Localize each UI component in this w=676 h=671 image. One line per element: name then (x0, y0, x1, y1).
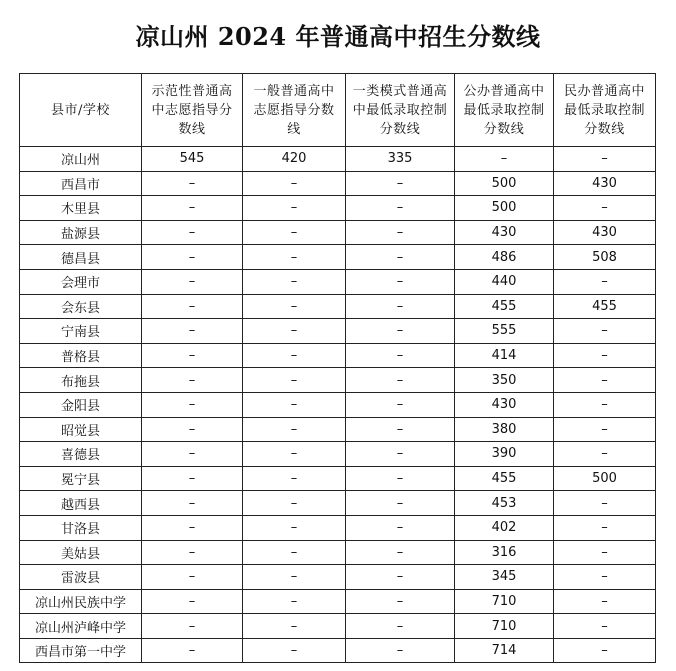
class-one-min-score: – (346, 515, 455, 540)
table-row (20, 614, 656, 639)
private-min-score: – (554, 368, 656, 393)
model-guide-score: – (142, 343, 243, 368)
model-guide-score: – (142, 614, 243, 639)
class-one-min-score: – (346, 466, 455, 491)
header-county-school: 县市/学校 (20, 74, 142, 147)
general-guide-score: – (243, 269, 346, 294)
header-private-min-line: 民办普通高中最低录取控制分数线 (554, 74, 656, 147)
class-one-min-score: – (346, 589, 455, 614)
row-name: 美姑县 (20, 540, 142, 565)
class-one-min-score: – (346, 638, 455, 663)
private-min-score: – (554, 417, 656, 442)
public-min-score: 710 (455, 589, 554, 614)
row-name: 喜德县 (20, 442, 142, 467)
row-name: 布拖县 (20, 368, 142, 393)
model-guide-score: – (142, 269, 243, 294)
private-min-score: – (554, 614, 656, 639)
row-name: 西昌市 (20, 171, 142, 196)
general-guide-score: – (243, 343, 346, 368)
general-guide-score: – (243, 442, 346, 467)
table-body (20, 147, 656, 663)
public-min-score: 430 (455, 220, 554, 245)
private-min-score: – (554, 147, 656, 172)
table-row (20, 392, 656, 417)
model-guide-score: – (142, 392, 243, 417)
row-name: 会理市 (20, 269, 142, 294)
public-min-score: 453 (455, 491, 554, 516)
private-min-score: – (554, 540, 656, 565)
page-title: 凉山州 2024 年普通高中招生分数线 (135, 22, 541, 51)
row-name: 西昌市第一中学 (20, 638, 142, 663)
class-one-min-score: – (346, 392, 455, 417)
model-guide-score: – (142, 515, 243, 540)
public-min-score: 714 (455, 638, 554, 663)
table-row (20, 491, 656, 516)
class-one-min-score: – (346, 417, 455, 442)
row-name: 雷波县 (20, 565, 142, 590)
row-name: 盐源县 (20, 220, 142, 245)
class-one-min-score: – (346, 343, 455, 368)
general-guide-score: – (243, 368, 346, 393)
general-guide-score: – (243, 319, 346, 344)
class-one-min-score: – (346, 319, 455, 344)
private-min-score: – (554, 343, 656, 368)
table-row (20, 319, 656, 344)
public-min-score: 316 (455, 540, 554, 565)
private-min-score: – (554, 269, 656, 294)
row-name: 木里县 (20, 196, 142, 221)
class-one-min-score: – (346, 442, 455, 467)
class-one-min-score: – (346, 245, 455, 270)
table-row (20, 368, 656, 393)
general-guide-score: – (243, 466, 346, 491)
general-guide-score: – (243, 565, 346, 590)
general-guide-score: – (243, 540, 346, 565)
table-row (20, 220, 656, 245)
table-row (20, 171, 656, 196)
class-one-min-score: 335 (346, 147, 455, 172)
public-min-score: 455 (455, 466, 554, 491)
row-name: 冕宁县 (20, 466, 142, 491)
private-min-score: – (554, 491, 656, 516)
general-guide-score: – (243, 220, 346, 245)
public-min-score: 390 (455, 442, 554, 467)
score-table (19, 73, 656, 663)
private-min-score: – (554, 515, 656, 540)
row-name: 越西县 (20, 491, 142, 516)
public-min-score: 440 (455, 269, 554, 294)
general-guide-score: – (243, 392, 346, 417)
general-guide-score: – (243, 417, 346, 442)
class-one-min-score: – (346, 196, 455, 221)
table-row (20, 196, 656, 221)
header-public-min-line: 公办普通高中最低录取控制分数线 (455, 74, 554, 147)
class-one-min-score: – (346, 565, 455, 590)
table-row (20, 245, 656, 270)
row-name: 会东县 (20, 294, 142, 319)
header-row (20, 74, 656, 147)
private-min-score: 508 (554, 245, 656, 270)
table-row (20, 540, 656, 565)
class-one-min-score: – (346, 220, 455, 245)
row-name: 普格县 (20, 343, 142, 368)
model-guide-score: – (142, 294, 243, 319)
general-guide-score: – (243, 294, 346, 319)
class-one-min-score: – (346, 491, 455, 516)
private-min-score: 455 (554, 294, 656, 319)
public-min-score: 345 (455, 565, 554, 590)
class-one-min-score: – (346, 368, 455, 393)
private-min-score: – (554, 392, 656, 417)
header-model-school-guide-line: 示范性普通高中志愿指导分数线 (142, 74, 243, 147)
general-guide-score: – (243, 245, 346, 270)
model-guide-score: – (142, 196, 243, 221)
model-guide-score: – (142, 565, 243, 590)
header-general-school-guide-line: 一般普通高中志愿指导分数线 (243, 74, 346, 147)
table-row (20, 294, 656, 319)
model-guide-score: – (142, 442, 243, 467)
model-guide-score: – (142, 540, 243, 565)
class-one-min-score: – (346, 171, 455, 196)
row-name: 甘洛县 (20, 515, 142, 540)
row-name: 凉山州民族中学 (20, 589, 142, 614)
private-min-score: – (554, 638, 656, 663)
public-min-score: 430 (455, 392, 554, 417)
model-guide-score: – (142, 319, 243, 344)
private-min-score: 430 (554, 220, 656, 245)
table-row (20, 466, 656, 491)
class-one-min-score: – (346, 269, 455, 294)
public-min-score: 455 (455, 294, 554, 319)
table-header (20, 74, 656, 147)
table-row (20, 638, 656, 663)
header-class-one-min-line: 一类模式普通高中最低录取控制分数线 (346, 74, 455, 147)
model-guide-score: – (142, 638, 243, 663)
class-one-min-score: – (346, 294, 455, 319)
model-guide-score: – (142, 368, 243, 393)
private-min-score: – (554, 319, 656, 344)
model-guide-score: – (142, 417, 243, 442)
row-name: 金阳县 (20, 392, 142, 417)
general-guide-score: 420 (243, 147, 346, 172)
private-min-score: – (554, 442, 656, 467)
private-min-score: 500 (554, 466, 656, 491)
table-row (20, 269, 656, 294)
private-min-score: – (554, 589, 656, 614)
public-min-score: 402 (455, 515, 554, 540)
row-name: 德昌县 (20, 245, 142, 270)
public-min-score: 486 (455, 245, 554, 270)
public-min-score: 500 (455, 196, 554, 221)
general-guide-score: – (243, 171, 346, 196)
model-guide-score: – (142, 245, 243, 270)
general-guide-score: – (243, 614, 346, 639)
model-guide-score: 545 (142, 147, 243, 172)
public-min-score: 555 (455, 319, 554, 344)
model-guide-score: – (142, 171, 243, 196)
row-name: 凉山州 (20, 147, 142, 172)
public-min-score: 350 (455, 368, 554, 393)
table-row (20, 565, 656, 590)
table-row (20, 343, 656, 368)
table-row (20, 147, 656, 172)
class-one-min-score: – (346, 614, 455, 639)
table-row (20, 515, 656, 540)
model-guide-score: – (142, 220, 243, 245)
general-guide-score: – (243, 196, 346, 221)
private-min-score: – (554, 196, 656, 221)
private-min-score: – (554, 565, 656, 590)
public-min-score: 380 (455, 417, 554, 442)
model-guide-score: – (142, 589, 243, 614)
row-name: 凉山州泸峰中学 (20, 614, 142, 639)
public-min-score: 414 (455, 343, 554, 368)
general-guide-score: – (243, 491, 346, 516)
general-guide-score: – (243, 638, 346, 663)
row-name: 昭觉县 (20, 417, 142, 442)
table-row (20, 442, 656, 467)
private-min-score: 430 (554, 171, 656, 196)
table-row (20, 589, 656, 614)
row-name: 宁南县 (20, 319, 142, 344)
class-one-min-score: – (346, 540, 455, 565)
public-min-score: 710 (455, 614, 554, 639)
model-guide-score: – (142, 466, 243, 491)
table-row (20, 417, 656, 442)
general-guide-score: – (243, 589, 346, 614)
model-guide-score: – (142, 491, 243, 516)
general-guide-score: – (243, 515, 346, 540)
public-min-score: – (455, 147, 554, 172)
public-min-score: 500 (455, 171, 554, 196)
